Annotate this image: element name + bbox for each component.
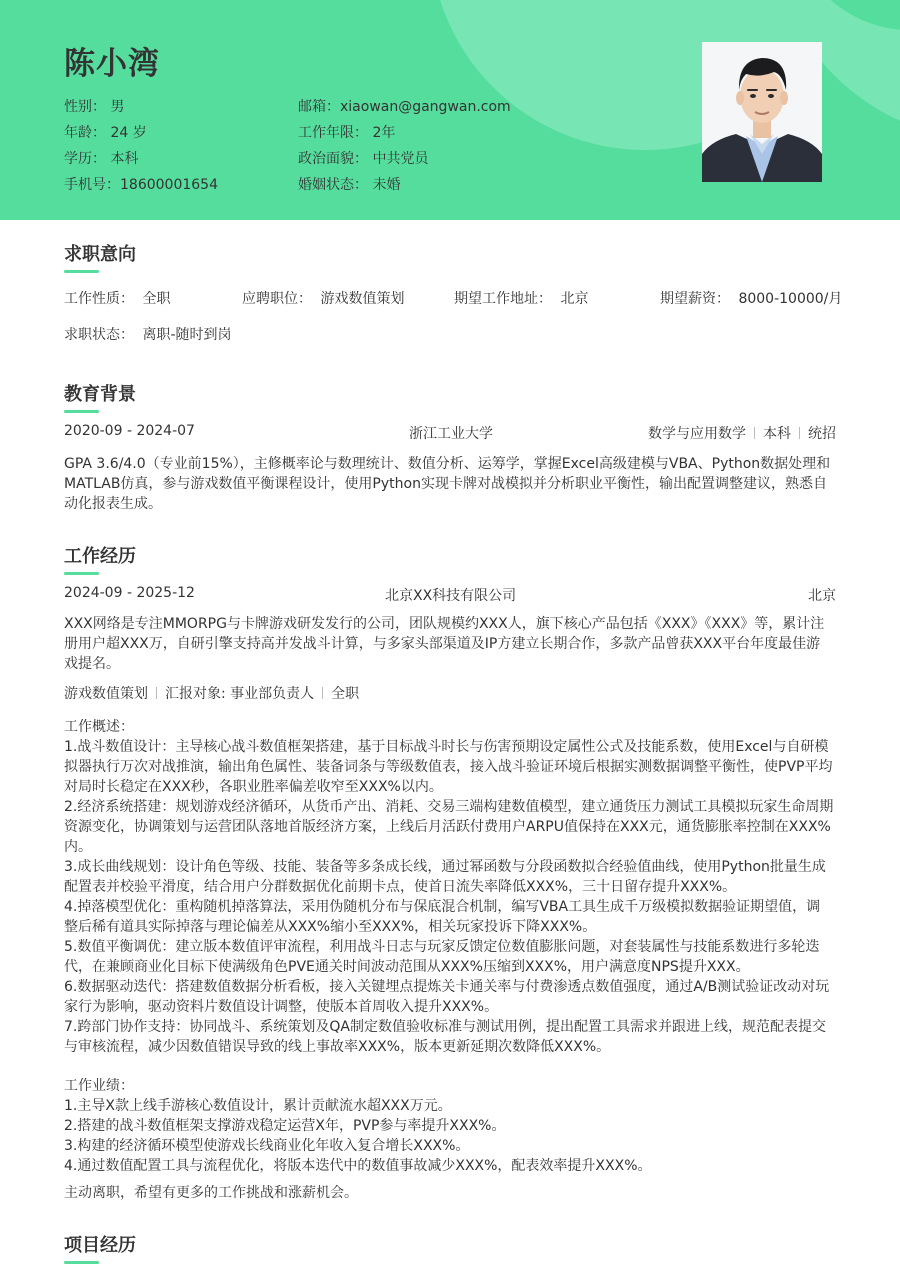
- section-title-intent: 求职意向: [64, 244, 136, 265]
- profile-photo: [702, 42, 822, 182]
- intent-label: 求职状态：: [64, 327, 134, 343]
- divider: [156, 687, 157, 699]
- section-title-education: 教育背景: [64, 384, 136, 405]
- section-underline: [64, 572, 99, 575]
- education-major: 数学与应用数学: [648, 426, 746, 442]
- intent-value: 全职: [142, 291, 171, 307]
- education-description: GPA 3.6/4.0（专业前15%），主修概率论与数理统计、数值分析、运筹学，掌握Excel高级建模与VBA、Python数据处理和MATLAB仿真，参与游戏数值平衡课程设计，使用Python实现卡牌对战模拟并分析职业平衡性，输出配置调整建议，熟悉自动化报表生成。: [64, 456, 831, 512]
- intent-value: 离职-随时到岗: [142, 327, 232, 343]
- intent-item-salary: [660, 288, 842, 308]
- work-years-info: 工作年限： 2年: [298, 125, 396, 141]
- work-job-type: 全职: [331, 686, 360, 702]
- overview-item: 5.数值平衡调优：建立版本数值评审流程，利用战斗日志与玩家反馈定位数值膨胀问题，对套装属性与技能系数进行多轮迭代，在兼顾商业化目标下使满级角色PVE通关时间波动范围从XXX%压缩到XXX%，用户满意度NPS提升XXX。: [64, 939, 820, 975]
- work-city: 北京: [808, 588, 836, 604]
- overview-heading: 工作概述：: [64, 719, 134, 735]
- education-meta: [648, 423, 836, 443]
- overview-item: 3.成长曲线规划：设计角色等级、技能、装备等多条成长线，通过幂函数与分段函数拟合经验值曲线，使用Python批量生成配置表并校验平滑度，结合用户分群数据优化前期卡点，使首日流失率降低XXX%，三十日留存提升XXX%。: [64, 859, 826, 895]
- work-overview: [64, 717, 834, 1057]
- intent-item-job-type: [64, 288, 170, 308]
- marital-info: 婚姻状态： 未婚: [298, 177, 401, 193]
- section-underline: [64, 410, 99, 413]
- achievement-item: 2.搭建的战斗数值框架支撑游戏稳定运营X年，PVP参与率提升XXX%。: [64, 1118, 506, 1134]
- overview-item: 1.战斗数值设计：主导核心战斗数值框架搭建，基于目标战斗时长与伤害预期设定属性公式及技能系数，使用Excel与自研模拟器执行万次对战推演，输出角色属性、装备词条与等级数值表，接入战斗验证环境后根据实测数据调整平衡性，使PVP平均对局时长稳定在XXX秒，各职业胜率偏差收窄至XXX%以内。: [64, 739, 833, 795]
- resume-header: [0, 0, 900, 220]
- section-underline: [64, 270, 99, 273]
- politics-info: 政治面貌： 中共党员: [298, 151, 429, 167]
- achievement-item: 3.构建的经济循环模型使游戏长线商业化年收入复合增长XXX%。: [64, 1138, 470, 1154]
- intent-item-status: [64, 324, 232, 344]
- intent-label: 应聘职位：: [242, 291, 312, 307]
- gender-info: 性别： 男: [64, 99, 125, 115]
- intent-value: 8000-10000/月: [738, 291, 843, 307]
- age-info: 年龄： 24 岁: [64, 125, 147, 141]
- avatar-portrait-icon: [702, 42, 822, 182]
- intent-item-location: [454, 288, 588, 308]
- intent-label: 期望薪资：: [660, 291, 730, 307]
- section-title-work: 工作经历: [64, 546, 136, 567]
- email-info: 邮箱：xiaowan@gangwan.com: [298, 99, 511, 115]
- phone-info: 手机号：18600001654: [64, 177, 218, 193]
- overview-item: 6.数据驱动迭代：搭建数值数据分析看板，接入关键埋点提炼关卡通关率与付费渗透点数值强度，通过A/B测试验证改动对玩家行为影响，驱动资料片数值设计调整，使版本首周收入提升XXX%。: [64, 979, 830, 1015]
- section-title-projects: 项目经历: [64, 1235, 136, 1256]
- work-role-meta: [64, 683, 359, 703]
- education-school: 浙江工业大学: [409, 426, 493, 442]
- achievements-heading: 工作业绩：: [64, 1078, 134, 1094]
- divider: [322, 687, 323, 699]
- intent-item-position: [242, 288, 404, 308]
- education-type: 统招: [808, 426, 836, 442]
- education-info: 学历： 本科: [64, 151, 139, 167]
- education-period: 2020-09 - 2024-07: [64, 423, 195, 439]
- intent-value: 游戏数值策划: [320, 291, 405, 307]
- work-achievements: [64, 1076, 834, 1176]
- intent-value: 北京: [560, 291, 589, 307]
- intent-label: 期望工作地址：: [454, 291, 552, 307]
- section-underline: [64, 1261, 99, 1264]
- work-position: 游戏数值策划: [64, 686, 148, 702]
- work-period: 2024-09 - 2025-12: [64, 585, 195, 601]
- education-degree: 本科: [763, 426, 791, 442]
- overview-item: 2.经济系统搭建：规划游戏经济循环，从货币产出、消耗、交易三端构建数值模型，建立通货压力测试工具模拟玩家生命周期资源变化，协调策划与运营团队落地首版经济方案，上线后月活跃付费用户ARPU值保持在XXX元，通货膨胀率控制在XXX%内。: [64, 799, 834, 855]
- company-intro: XXX网络是专注MMORPG与卡牌游戏研发发行的公司，团队规模约XXX人，旗下核心产品包括《XXX》《XXX》等，累计注册用户超XXX万，自研引擎支持高并发战斗计算，与多家头部渠道及IP方建立长期合作，多款产品曾获XXX平台年度最佳游戏提名。: [64, 616, 825, 672]
- achievement-item: 4.通过数值配置工具与流程优化，将版本迭代中的数值事故减少XXX%，配表效率提升XXX%。: [64, 1158, 652, 1174]
- overview-item: 4.掉落模型优化：重构随机掉落算法，采用伪随机分布与保底混合机制，编写VBA工具生成千万级模拟数据验证期望值，调整后稀有道具实际掉落与理论偏差从XXX%缩小至XXX%，相关玩家投诉下降XXX%。: [64, 899, 821, 935]
- overview-item: 7.跨部门协作支持：协同战斗、系统策划及QA制定数值验收标准与测试用例，提出配置工具需求并跟进上线，规范配表提交与审核流程，减少因数值错误导致的线上事故率XXX%，版本更新延期次数降低XXX%。: [64, 1019, 826, 1055]
- divider: [799, 427, 800, 439]
- work-company: 北京XX科技有限公司: [385, 588, 517, 604]
- leave-reason: 主动离职，希望有更多的工作挑战和涨薪机会。: [64, 1185, 358, 1201]
- work-report-to: 汇报对象: 事业部负责人: [165, 686, 315, 702]
- divider: [754, 427, 755, 439]
- achievement-item: 1.主导X款上线手游核心数值设计，累计贡献流水超XXX万元。: [64, 1098, 452, 1114]
- candidate-name: 陈小湾: [64, 46, 160, 82]
- intent-label: 工作性质：: [64, 291, 134, 307]
